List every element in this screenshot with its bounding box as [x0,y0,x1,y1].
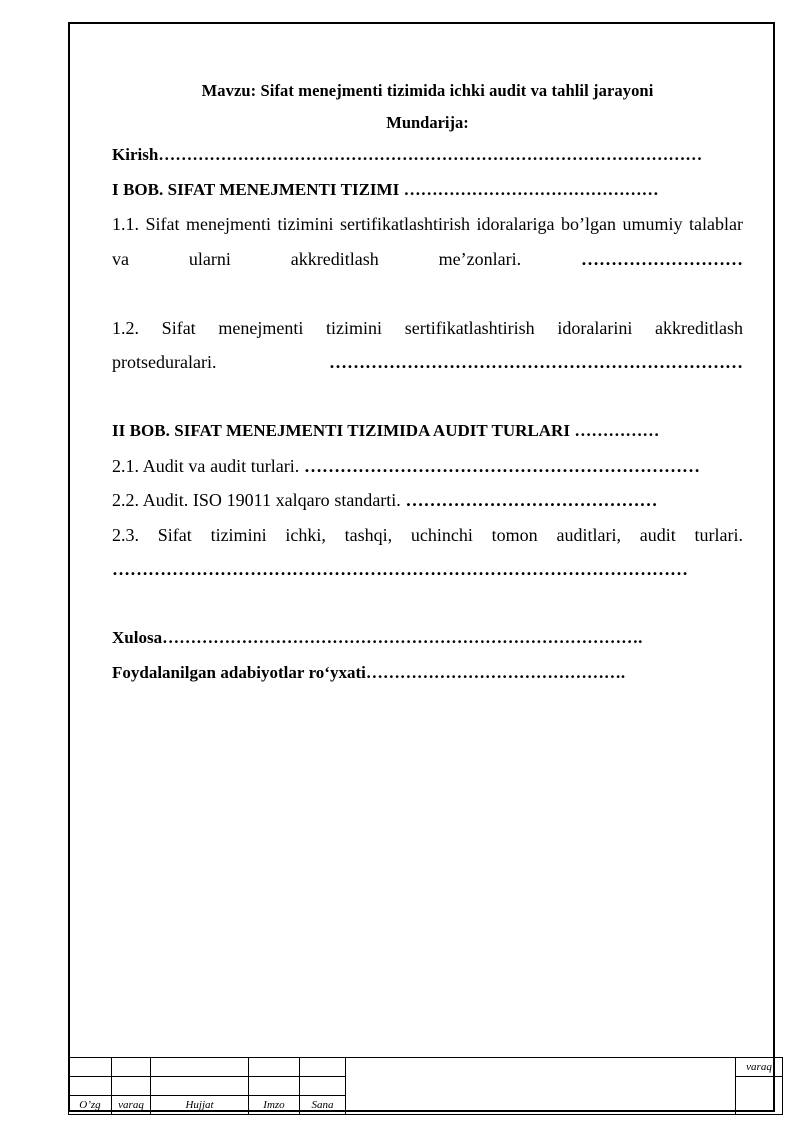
toc-entry[interactable] [112,449,743,484]
cell-label-varaq: varaq [112,1096,151,1115]
cell-varaq-empty-1 [112,1058,151,1077]
toc-dot-leader: …………………………………………………………… [329,352,743,372]
toc-dot-leader: …………… [574,421,660,440]
table-row [69,1058,783,1077]
cell-sana-empty-1 [300,1058,346,1077]
toc-entry[interactable] [112,207,743,311]
toc-entry-label: 2.3. Sifat tizimini ichki, tashqi, uchinchi tomon auditlari, audit turlari. [112,524,743,545]
document-content [112,75,743,690]
toc-dot-leader: …………………………………………………………………………………… [112,559,688,579]
toc-entry[interactable] [112,656,743,691]
toc-dot-leader: ………………………………………. [365,662,626,682]
toc-entry[interactable] [112,621,743,656]
toc-entry[interactable] [112,518,743,622]
title-block-table [68,1057,783,1115]
toc-dot-leader: ……………………… [581,248,743,269]
cell-varaq-empty-2 [112,1077,151,1096]
cell-label-imzo: Imzo [249,1096,300,1115]
toc-dot-leader: ………………………………………………………… [303,455,700,476]
toc-entry[interactable] [112,414,743,449]
toc-entry-label: 2.2. Audit. ISO 19011 xalqaro standarti. [112,490,406,510]
toc-entry-label: Xulosa [112,628,163,647]
cell-label-sana: Sana [300,1096,346,1115]
toc-entry-label: I BOB. SIFAT MENEJMENTI TIZIMI [112,179,404,199]
title-block-footer [68,1057,775,1112]
toc-entry-label: Kirish [112,145,159,164]
cell-document-name-area [346,1058,736,1115]
cell-page-number-empty [736,1077,783,1115]
toc-entry-label: 2.1. Audit va audit turlari. [112,455,304,476]
toc-entry[interactable] [112,173,743,208]
contents-heading: Mundarija: [386,113,469,132]
cell-ozg-empty-2 [69,1077,112,1096]
cell-imzo-empty-2 [249,1077,300,1096]
toc-dot-leader: …………………………………… [405,490,658,510]
cell-label-hujjat: Hujjat [151,1096,249,1115]
cell-imzo-empty-1 [249,1058,300,1077]
toc-entry[interactable] [112,483,743,518]
cell-label-ozg: O’zg [69,1096,112,1115]
toc-dot-leader: …………………………………………………………………………. [162,628,643,647]
cell-hujjat-empty-1 [151,1058,249,1077]
toc-entry[interactable] [112,138,743,173]
toc-entry[interactable] [112,311,743,415]
toc-entry-label: II BOB. SIFAT MENEJMENTI TIZIMIDA AUDIT TURLARI [112,421,575,440]
toc-dot-leader: …………………………………………………………………………………… [158,145,703,164]
cell-ozg-empty-1 [69,1058,112,1077]
toc-entry-label: Foydalanilgan adabiyotlar ro‘yxati [112,662,366,682]
table-of-contents [112,138,743,690]
cell-hujjat-empty-2 [151,1077,249,1096]
cell-page-label: varaq [736,1058,783,1077]
toc-dot-leader: ……………………………………… [403,179,659,199]
toc-entry-label: 1.2. Sifat menejmenti tizimini sertifikatlashtirish idoralarini akkreditlash protseduralari. [112,317,743,372]
page-title: Mavzu: Sifat menejmenti tizimida ichki audit va tahlil jarayoni [201,81,654,100]
toc-entry-label: 1.1. Sifat menejmenti tizimini sertifikatlashtirish idoralariga bo’lgan umumiy talablar va ularni akkreditlash me’zonlari. [112,214,743,269]
cell-sana-empty-2 [300,1077,346,1096]
